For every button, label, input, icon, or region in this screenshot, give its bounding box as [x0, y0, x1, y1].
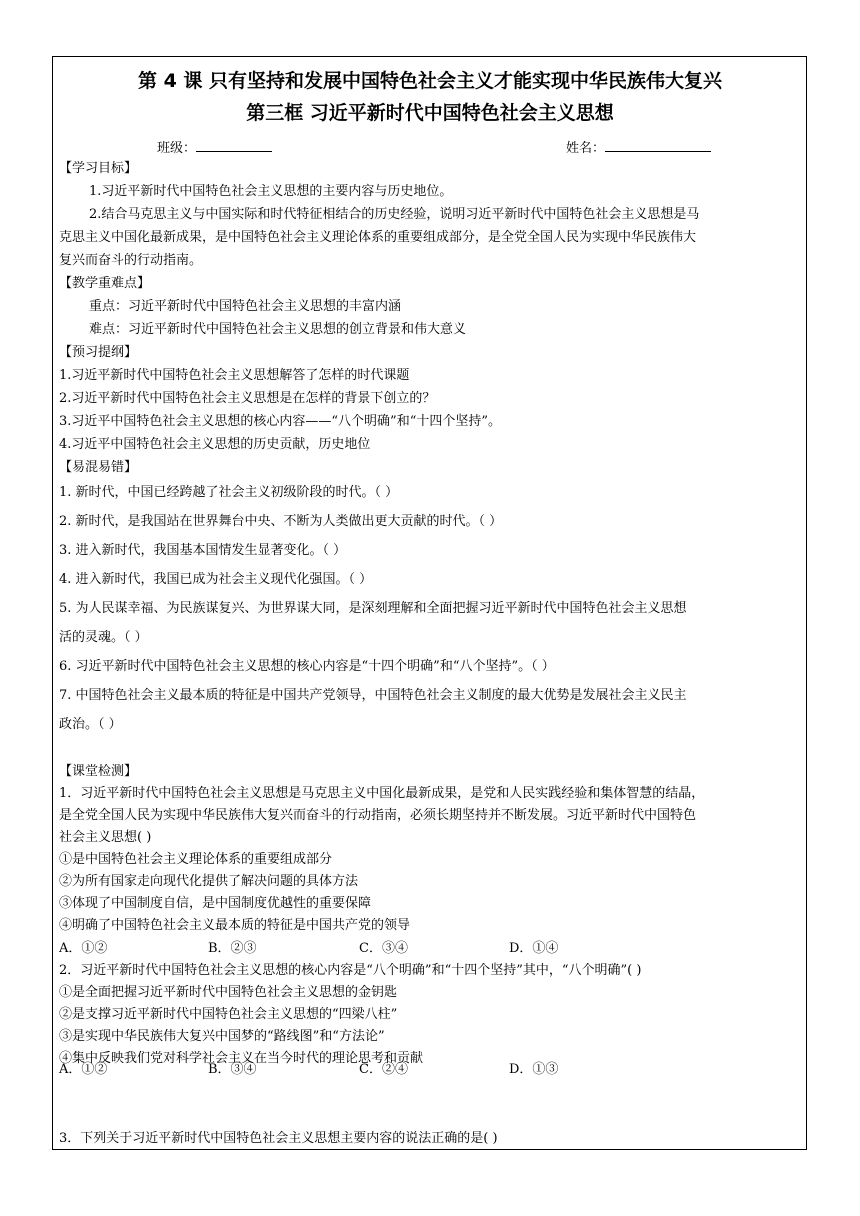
question-2-statement: ①是全面把握习近平新时代中国特色社会主义思想的金钥匙 [59, 985, 398, 1000]
question-1-text: 1．习近平新时代中国特色社会主义思想是马克思主义中国化最新成果，是党和人民实践经验和集体智慧的结晶， [59, 786, 705, 801]
objective-item: 1.习近平新时代中国特色社会主义思想的主要内容与历史地位。 [89, 184, 453, 199]
option-c[interactable]: C．②④ [359, 1062, 408, 1077]
question-2-statement: ③是实现中华民族伟大复兴中国梦的“路线图”和“方法论” [59, 1029, 385, 1044]
option-d[interactable]: D．①③ [509, 1062, 559, 1077]
option-b[interactable]: B．③④ [208, 1062, 257, 1077]
question-1-text: 是全党全国人民为实现中华民族伟大复兴而奋斗的行动指南，必须长期坚持并不断发展。习近平新时代中国特色 [59, 808, 697, 823]
question-2-text: 2．习近平新时代中国特色社会主义思想的核心内容是“八个明确”和“十四个坚持”其中，“八个明确”( ) [59, 963, 642, 978]
question-1-statement: ①是中国特色社会主义理论体系的重要组成部分 [59, 852, 333, 867]
question-1-statement: ③体现了中国制度自信，是中国制度优越性的重要保障 [59, 896, 372, 911]
confusion-item-continued: 活的灵魂。（ ） [59, 630, 148, 645]
confusion-item: 2. 新时代，是我国站在世界舞台中央、不断为人类做出更大贡献的时代。（ ） [59, 514, 503, 529]
class-blank[interactable] [196, 138, 272, 152]
option-a[interactable]: A．①② [59, 941, 108, 956]
question-1-statement: ②为所有国家走向现代化提供了解决问题的具体方法 [59, 874, 359, 889]
objective-item: 复兴而奋斗的行动指南。 [59, 253, 203, 268]
preview-item: 4.习近平中国特色社会主义思想的历史贡献，历史地位 [59, 437, 371, 452]
preview-item: 2.习近平新时代中国特色社会主义思想是在怎样的背景下创立的？ [59, 391, 436, 406]
option-a[interactable]: A．①② [59, 1062, 108, 1077]
option-d[interactable]: D．①④ [509, 941, 559, 956]
confusion-item: 5. 为人民谋幸福、为民族谋复兴、为世界谋大同，是深刻理解和全面把握习近平新时代中国特色社会主义思想 [59, 601, 687, 616]
lesson-title: 第 4 课 只有坚持和发展中国特色社会主义才能实现中华民族伟大复兴 [137, 70, 723, 92]
section-subtitle: 第三框 习近平新时代中国特色社会主义思想 [246, 102, 614, 124]
preview-item: 1.习近平新时代中国特色社会主义思想解答了怎样的时代课题 [59, 368, 410, 383]
confusions-heading: 【易混易错】 [59, 460, 138, 475]
class-label: 班级： [157, 141, 197, 156]
class-field[interactable] [157, 138, 272, 158]
option-c[interactable]: C．③④ [359, 941, 408, 956]
question-2-statement: ②是支撑习近平新时代中国特色社会主义思想的“四梁八柱” [59, 1007, 398, 1022]
confusion-item: 6. 习近平新时代中国特色社会主义思想的核心内容是“十四个明确”和“八个坚持”。（ ） [59, 659, 555, 674]
name-blank[interactable] [605, 138, 711, 152]
question-1-statement: ④明确了中国特色社会主义最本质的特征是中国共产党的领导 [59, 918, 411, 933]
name-label: 姓名： [566, 141, 606, 156]
question-1-text: 社会主义思想( ) [59, 830, 152, 845]
objective-item: 克思主义中国化最新成果，是中国特色社会主义理论体系的重要组成部分，是全党全国人民为实现中华民族伟大 [59, 230, 697, 245]
difficulty-point: 难点：习近平新时代中国特色社会主义思想的创立背景和伟大意义 [89, 322, 467, 337]
confusion-item: 7. 中国特色社会主义最本质的特征是中国共产党领导，中国特色社会主义制度的最大优势是发展社会主义民主 [59, 688, 687, 703]
confusion-item: 3. 进入新时代，我国基本国情发生显著变化。（ ） [59, 543, 347, 558]
objective-item: 2.结合马克思主义与中国实际和时代特征相结合的历史经验，说明习近平新时代中国特色社会主义思想是马 [89, 207, 700, 222]
confusion-item: 1. 新时代，中国已经跨越了社会主义初级阶段的时代。（ ） [59, 485, 399, 500]
preview-heading: 【预习提纲】 [59, 345, 138, 360]
confusion-item-continued: 政治。（ ） [59, 717, 122, 732]
name-field[interactable] [566, 138, 711, 158]
question-2-statement: ④集中反映我们党对科学社会主义在当今时代的理论思考和贡献 [59, 1051, 424, 1066]
key-points-heading: 【教学重难点】 [59, 276, 151, 291]
option-b[interactable]: B．②③ [208, 941, 257, 956]
question-3-text: 3．下列关于习近平新时代中国特色社会主义思想主要内容的说法正确的是( ) [59, 1131, 498, 1146]
focus-point: 重点：习近平新时代中国特色社会主义思想的丰富内涵 [89, 299, 402, 314]
objectives-heading: 【学习目标】 [59, 161, 138, 176]
classroom-test-heading: 【课堂检测】 [59, 764, 138, 779]
confusion-item: 4. 进入新时代，我国已成为社会主义现代化强国。（ ） [59, 572, 373, 587]
preview-item: 3.习近平中国特色社会主义思想的核心内容——“八个明确”和“十四个坚持”。 [59, 414, 501, 429]
